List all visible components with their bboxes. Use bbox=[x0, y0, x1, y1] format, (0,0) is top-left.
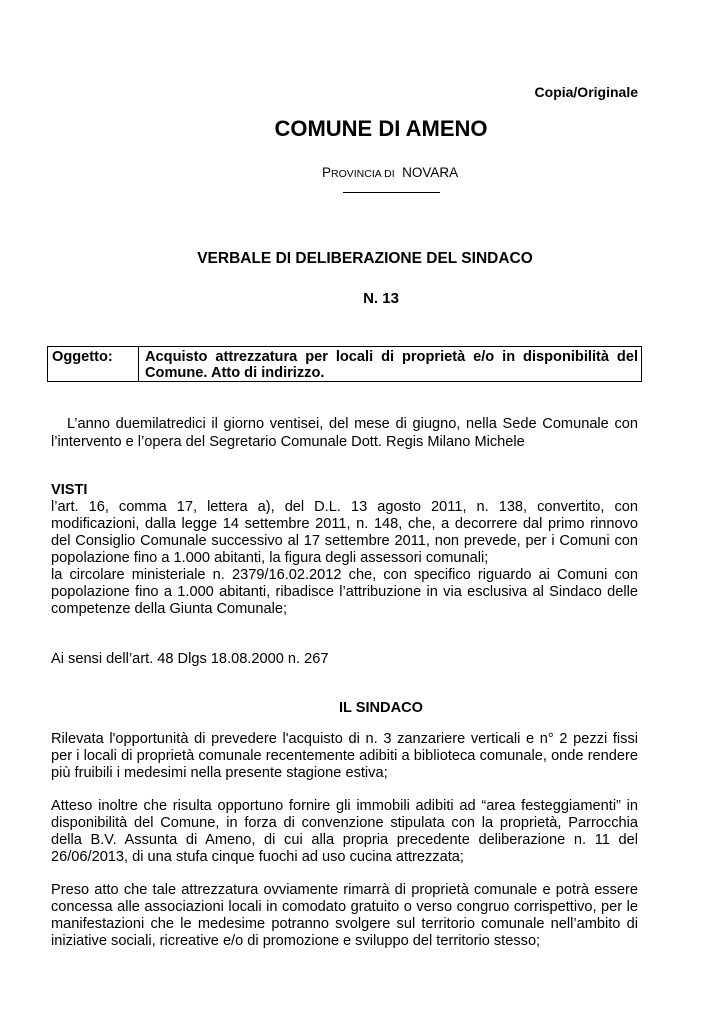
subject-box bbox=[47, 346, 642, 382]
visti-line: competenze della Giunta Comunale; bbox=[51, 601, 288, 617]
municipality-title: COMUNE DI AMENO bbox=[274, 116, 488, 141]
visti-heading: VISTI bbox=[51, 482, 88, 498]
province-underline bbox=[343, 192, 440, 193]
intro-line: L’anno duemilatredici il giorno ventisei, del mese di giugno, nella Sede Comunale con bbox=[67, 416, 638, 432]
paragraph-line: disponibilità del Comune, in forza di convenzione stipulata con la proprietà, Parrocchia bbox=[51, 815, 638, 831]
province-label-rest: ROVINCIA DI bbox=[331, 168, 395, 180]
paragraph-line: Atteso inoltre che risulta opportuno fornire gli immobili adibiti ad “area festeggiamenti” in bbox=[51, 798, 638, 814]
copy-original-label: Copia/Originale bbox=[534, 84, 638, 100]
subject-label: Oggetto: bbox=[52, 349, 113, 365]
section-heading-sindaco: IL SINDACO bbox=[338, 700, 424, 716]
visti-line: l’art. 16, comma 17, lettera a), del D.L. 13 agosto 2011, n. 138, convertito, con bbox=[51, 499, 638, 515]
paragraph-line: 26/06/2013, di una stufa cinque fuochi ad uso cucina attrezzata; bbox=[51, 849, 464, 865]
subject-line: Acquisto attrezzatura per locali di proprietà e/o in disponibilità del bbox=[145, 349, 638, 365]
intro-line: l’intervento e l’opera del Segretario Comunale Dott. Regis Milano Michele bbox=[51, 434, 525, 450]
paragraph-line: iniziative sociali, ricreative e/o di promozione e sviluppo del territorio stesso; bbox=[51, 933, 541, 949]
paragraph-line: concessa alle associazioni locali in comodato gratuito o verso congruo corrispettivo, per le bbox=[51, 899, 638, 915]
paragraph-line: per i locali di proprietà comunale recentemente adibiti a biblioteca comunale, onde rendere bbox=[51, 748, 638, 764]
visti-line: modificazioni, dalla legge 14 settembre 2011, n. 148, che, a decorrere dal primo rinnovo bbox=[51, 516, 638, 532]
visti-line: popolazione fino a 1.000 abitanti, la figura degli assessori comunali; bbox=[51, 550, 489, 566]
province-line bbox=[322, 165, 458, 180]
paragraph-line: Rilevata l'opportunità di prevedere l'acquisto di n. 3 zanzariere verticali e n° 2 pezzi fissi bbox=[51, 731, 638, 747]
legal-basis: Ai sensi dell’art. 48 Dlgs 18.08.2000 n. 267 bbox=[51, 651, 329, 667]
paragraph-line: Preso atto che tale attrezzatura ovviamente rimarrà di proprietà comunale e potrà essere bbox=[51, 882, 638, 898]
subject-text bbox=[145, 349, 638, 381]
paragraph-line: più fruibili i medesimi nella presente stagione estiva; bbox=[51, 765, 388, 781]
subject-line: Comune. Atto di indirizzo. bbox=[145, 365, 325, 381]
subject-divider bbox=[138, 347, 139, 381]
document-number: N. 13 bbox=[363, 290, 399, 307]
province-name: NOVARA bbox=[402, 165, 459, 180]
document-title: VERBALE DI DELIBERAZIONE DEL SINDACO bbox=[197, 250, 533, 267]
province-label-initial: P bbox=[322, 165, 332, 180]
paragraph-line: manifestazioni che le medesime potranno svolgere sul territorio comunale nell’ambito di bbox=[51, 916, 638, 932]
paragraph-line: della B.V. Assunta di Ameno, di cui alla propria precedente deliberazione n. 11 del bbox=[51, 832, 638, 848]
visti-line: la circolare ministeriale n. 2379/16.02.2012 che, con specifico riguardo ai Comuni con bbox=[51, 567, 638, 583]
visti-line: popolazione fino a 1.000 abitanti, ribadisce l’attribuzione in via esclusiva al Sindaco delle bbox=[51, 584, 638, 600]
visti-line: del Consiglio Comunale successivo al 17 settembre 2011, non prevede, per i Comuni con bbox=[51, 533, 638, 549]
